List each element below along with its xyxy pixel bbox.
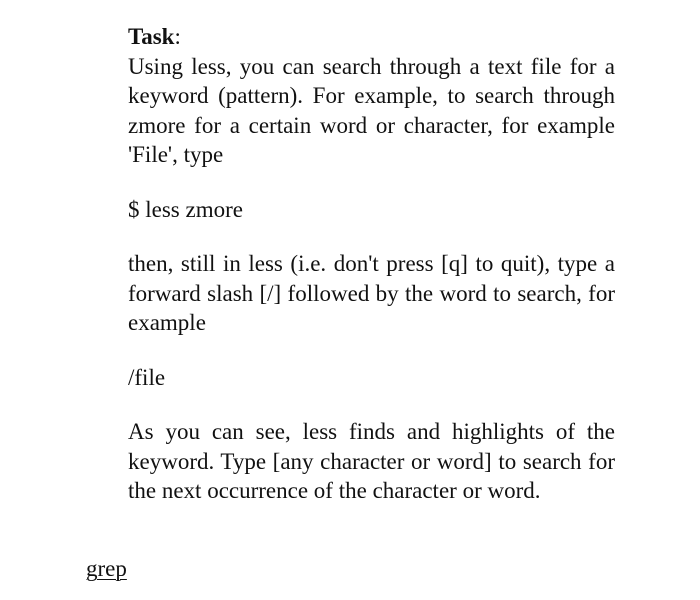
- spacer: [128, 224, 615, 249]
- task-heading-colon: :: [174, 24, 181, 49]
- task-section: [128, 22, 615, 506]
- search-command-example: /file: [128, 364, 166, 390]
- task-heading: [128, 22, 615, 52]
- spacer: [128, 170, 615, 195]
- spacer: [128, 338, 615, 363]
- task-instruction-paragraph: then, still in less (i.e. don't press [q] to quit), type a forward slash [/] followed by the word to search, for example: [128, 251, 615, 335]
- grep-link[interactable]: grep: [86, 556, 127, 581]
- task-intro-paragraph: Using less, you can search through a text file for a keyword (pattern). For example, to search through zmore for a certain word or character, for example 'File', type: [128, 53, 615, 167]
- spacer: [128, 392, 615, 417]
- less-command-example: $ less zmore: [128, 196, 243, 222]
- task-heading-label: Task: [128, 24, 175, 49]
- task-conclusion-paragraph: As you can see, less finds and highlights of the keyword. Type [any character or word] to search for the next occurrence of the character or word.: [128, 419, 615, 503]
